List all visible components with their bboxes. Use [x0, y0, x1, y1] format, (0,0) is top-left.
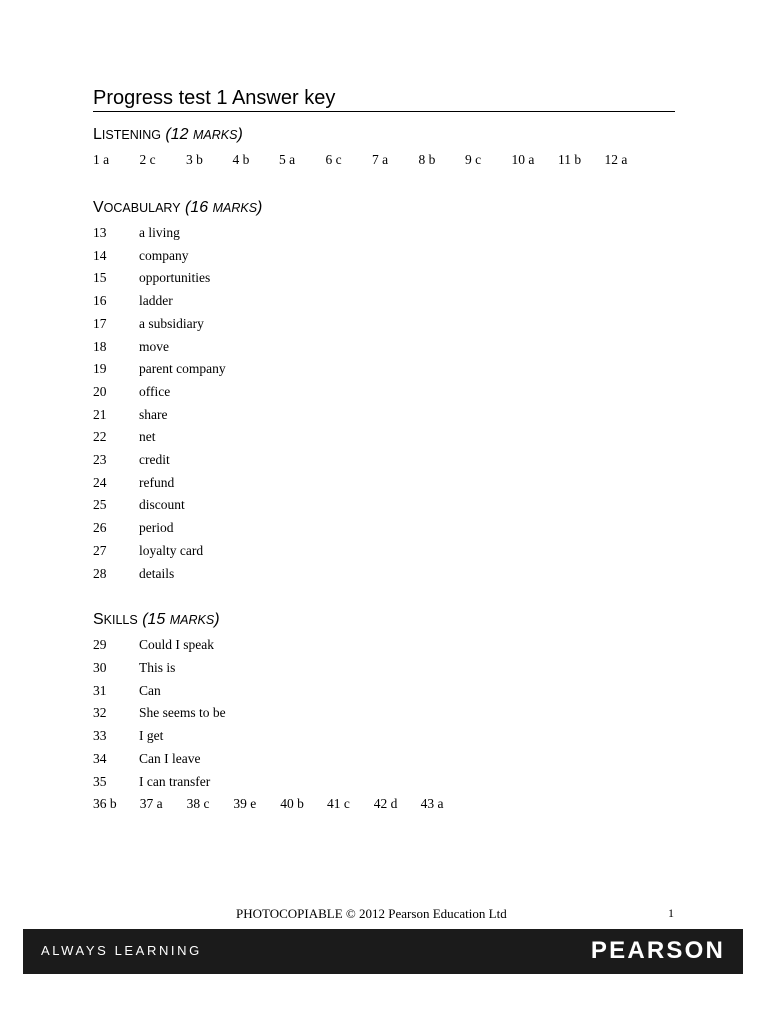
pearson-logo: PEARSON — [590, 937, 725, 964]
answer-item: 6 c — [325, 152, 342, 167]
answer-text: net — [139, 429, 156, 445]
question-number: 18 — [93, 338, 107, 354]
answer-item: 12 a — [604, 152, 628, 167]
listening-heading — [93, 125, 243, 145]
answer-item: 36 b — [93, 796, 117, 811]
answer-item: 42 d — [373, 796, 398, 811]
question-number: 27 — [93, 542, 107, 558]
answer-item: 9 c — [465, 152, 482, 167]
page-title: Progress test 1 Answer key — [93, 86, 675, 112]
answer-text: opportunities — [139, 270, 211, 286]
question-number: 13 — [93, 225, 107, 240]
skills-heading-rest: KILLS — [103, 613, 138, 627]
answer-text: ladder — [139, 293, 173, 309]
answer-text: parent company — [139, 361, 226, 377]
answer-text: Could I speak — [139, 637, 214, 652]
answer-item: 11 b — [558, 152, 582, 167]
question-number: 29 — [93, 637, 107, 652]
question-number: 35 — [93, 773, 107, 789]
answer-text: Can I leave — [139, 751, 201, 766]
answer-text: discount — [139, 497, 185, 513]
question-number: 19 — [93, 361, 107, 377]
listening-heading-rest: ISTENING — [101, 128, 161, 142]
answer-text: She seems to be — [139, 705, 226, 721]
answer-text: details — [139, 565, 175, 581]
answer-text: This is — [139, 659, 176, 675]
question-number: 24 — [93, 474, 107, 490]
answer-text: Can — [139, 682, 161, 698]
brand-bar — [23, 929, 743, 974]
answer-item: 37 a — [139, 796, 163, 811]
answer-item: 7 a — [372, 152, 389, 167]
vocabulary-heading-initial: V — [93, 199, 104, 216]
answer-text: loyalty card — [139, 542, 204, 558]
page-number: 1 — [668, 906, 674, 920]
question-number: 25 — [93, 497, 107, 513]
question-number: 15 — [93, 270, 107, 286]
question-number: 30 — [93, 659, 107, 675]
answer-text: refund — [139, 474, 175, 490]
skills-heading — [93, 610, 220, 630]
answer-text: a living — [139, 225, 180, 240]
answer-text: period — [139, 520, 174, 536]
answer-text: credit — [139, 452, 170, 467]
brand-tagline: ALWAYS LEARNING — [41, 943, 202, 958]
answer-item: 5 a — [279, 152, 296, 167]
question-number: 32 — [93, 705, 107, 721]
answer-text: move — [139, 338, 169, 354]
answer-item: 10 a — [511, 152, 535, 167]
skills-marks: (15 MARKS) — [142, 611, 220, 628]
question-number: 26 — [93, 520, 107, 536]
question-number: 16 — [93, 293, 107, 309]
question-number: 28 — [93, 565, 107, 581]
answer-item: 8 b — [418, 152, 436, 167]
listening-heading-initial: L — [93, 126, 102, 143]
listening-marks: (12 MARKS) — [165, 126, 243, 143]
vocabulary-heading-rest: OCABULARY — [103, 201, 181, 215]
vocabulary-heading — [93, 198, 262, 218]
answer-text: a subsidiary — [139, 315, 204, 331]
copyright-notice: PHOTOCOPIABLE © 2012 Pearson Education Ltd — [236, 906, 507, 921]
question-number: 17 — [93, 315, 107, 331]
question-number: 22 — [93, 429, 107, 445]
answer-item: 41 c — [327, 796, 350, 811]
question-number: 33 — [93, 728, 107, 744]
vocabulary-marks: (16 MARKS) — [185, 199, 263, 216]
skills-heading-initial: S — [93, 611, 104, 628]
answer-item: 38 c — [186, 796, 210, 811]
answer-item: 3 b — [186, 152, 203, 167]
question-number: 34 — [93, 751, 107, 766]
answer-text: office — [139, 383, 171, 399]
answer-item: 2 c — [139, 152, 156, 167]
answer-item: 43 a — [420, 796, 444, 811]
question-number: 31 — [93, 682, 107, 698]
answer-item: 1 a — [93, 152, 110, 167]
question-number: 20 — [93, 383, 107, 399]
question-number: 21 — [93, 406, 107, 422]
answer-item: 39 e — [233, 796, 257, 811]
answer-text: share — [139, 406, 168, 422]
answer-text: company — [139, 247, 189, 263]
answer-item: 40 b — [280, 796, 304, 811]
answer-text: I get — [139, 728, 164, 744]
answer-text: I can transfer — [139, 773, 211, 789]
question-number: 14 — [93, 247, 107, 263]
question-number: 23 — [93, 452, 107, 467]
answer-item: 4 b — [232, 152, 250, 167]
